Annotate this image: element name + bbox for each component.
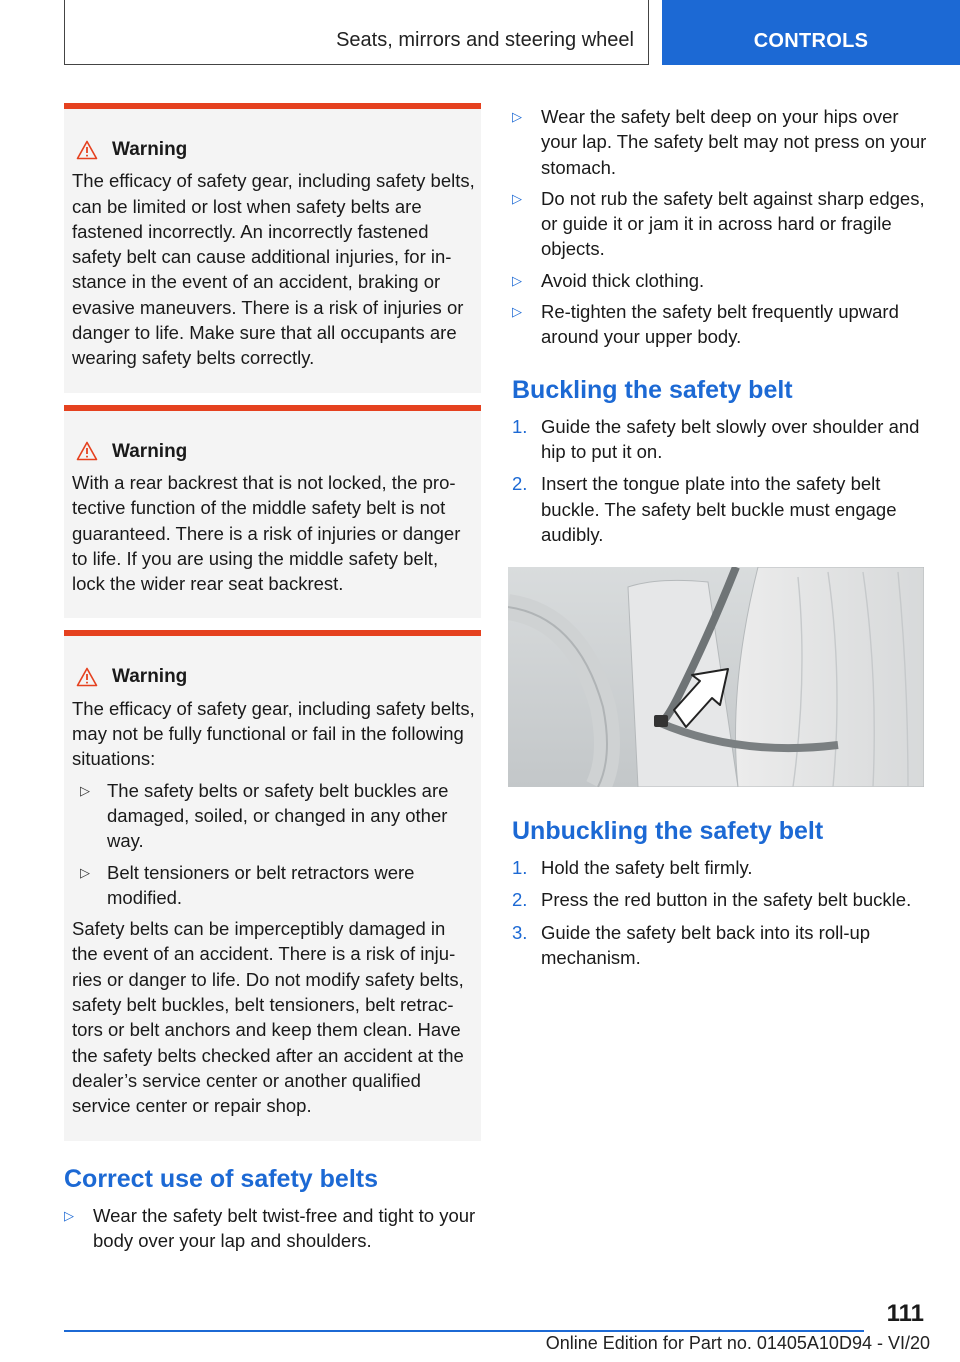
- triangle-right-icon: ▷: [64, 1207, 74, 1223]
- buckling-heading: Buckling the safety belt: [512, 375, 793, 404]
- triangle-right-icon: ▷: [512, 109, 522, 124]
- header-section-label: Seats, mirrors and steering wheel: [336, 29, 634, 51]
- correct-use-list-part2: [512, 104, 928, 350]
- left-column: [64, 103, 481, 1259]
- triangle-right-icon: ▷: [512, 304, 522, 320]
- page-number: 111: [886, 1300, 924, 1327]
- list-item: ▷ Do not rub the safety belt against sharp edges, or guide it or jam it in across hard or fragile objects.: [512, 187, 925, 260]
- warning-box-1: [64, 103, 481, 393]
- warning-header: [72, 439, 475, 464]
- footer-divider: [64, 1330, 864, 1332]
- right-column: [512, 104, 928, 977]
- warning-title: Warning: [112, 440, 188, 462]
- list-item: ▷ The safety belts or safety belt buckles are damaged, soiled, or changed in any other way.: [80, 779, 449, 852]
- list-item: ▷ Avoid thick clothing.: [512, 269, 705, 291]
- warning-header: [72, 664, 475, 689]
- warning-text: With a rear backrest that is not locked, the pro-tective function of the middle safety belt is not guaranteed. There is a risk of injuries or danger to life. If you are using the middle safety belt, lock the wider rear seat backrest.: [72, 471, 461, 595]
- warning-bullet-list: [72, 778, 475, 910]
- warning-triangle-icon: [76, 441, 98, 461]
- triangle-right-icon: ▷: [80, 782, 90, 798]
- list-item: 2. Press the red button in the safety belt buckle.: [512, 889, 912, 911]
- warning-header: [72, 137, 475, 162]
- triangle-right-icon: ▷: [512, 190, 522, 206]
- warning-triangle-icon: [76, 140, 98, 160]
- warning-box-2: [64, 405, 481, 619]
- warning-text: The efficacy of safety gear, including safety belts, can be limited or lost when safety belts are fastened incorrectly. An incorrectly fastened safety belt can cause additional injuries, for in-stance in the event of an accident, braking or evasive maneuvers. There is a risk of injuries or danger to life. Make sure that all occupants are wearing safety belts correctly.: [72, 170, 475, 369]
- warning-title: Warning: [112, 139, 188, 160]
- list-item: 3. Guide the safety belt back into its roll-up mechanism.: [512, 921, 871, 969]
- unbuckling-heading: Unbuckling the safety belt: [512, 817, 824, 846]
- buckling-steps: [512, 414, 928, 547]
- list-item: ▷ Re-tighten the safety belt frequently upward around your upper body.: [512, 301, 899, 348]
- header-chapter-tab[interactable]: [662, 0, 960, 65]
- list-item: ▷ Belt tensioners or belt retractors were modified.: [80, 861, 415, 908]
- list-item: ▷ Wear the safety belt deep on your hips over your lap. The safety belt may not press on your stomach.: [512, 106, 927, 178]
- footer-edition: Online Edition for Part no. 01405A10D94 - VI/20: [545, 1333, 930, 1353]
- unbuckling-steps: [512, 855, 928, 970]
- warning-title: Warning: [112, 666, 188, 688]
- list-item: ▷ Wear the safety belt twist-free and tight to your body over your lap and shoulders.: [64, 1204, 476, 1251]
- triangle-right-icon: ▷: [80, 864, 90, 880]
- correct-use-list-part1: [64, 1203, 481, 1254]
- header-section-title: [64, 0, 649, 65]
- warning-triangle-icon: [76, 667, 98, 687]
- warning-intro: The efficacy of safety gear, including safety belts, may not be fully functional or fail in the following situations:: [72, 697, 475, 770]
- warning-outro: Safety belts can be imperceptibly damaged in the event of an accident. There is a risk of inju-ries or danger to life. Do not modify safety belts, safety belt buckles, belt tensioners, belt retrac-tors or belt anchors and keep them clean. Have the safety belts checked after an accident at the dealer’s service center or another qualified service center or repair shop.: [72, 918, 464, 1117]
- header-chapter-label: CONTROLS: [753, 30, 869, 52]
- list-item: 2. Insert the tongue plate into the safety belt buckle. The safety belt buckle must engage audibly.: [512, 473, 897, 545]
- seatbelt-buckle-illustration: [508, 567, 924, 787]
- warning-box-3: [64, 630, 481, 1140]
- correct-use-heading: Correct use of safety belts: [64, 1164, 378, 1193]
- list-item: 1. Hold the safety belt firmly.: [512, 857, 753, 879]
- list-item: 1. Guide the safety belt slowly over shoulder and hip to put it on.: [512, 415, 920, 462]
- triangle-right-icon: ▷: [512, 272, 522, 288]
